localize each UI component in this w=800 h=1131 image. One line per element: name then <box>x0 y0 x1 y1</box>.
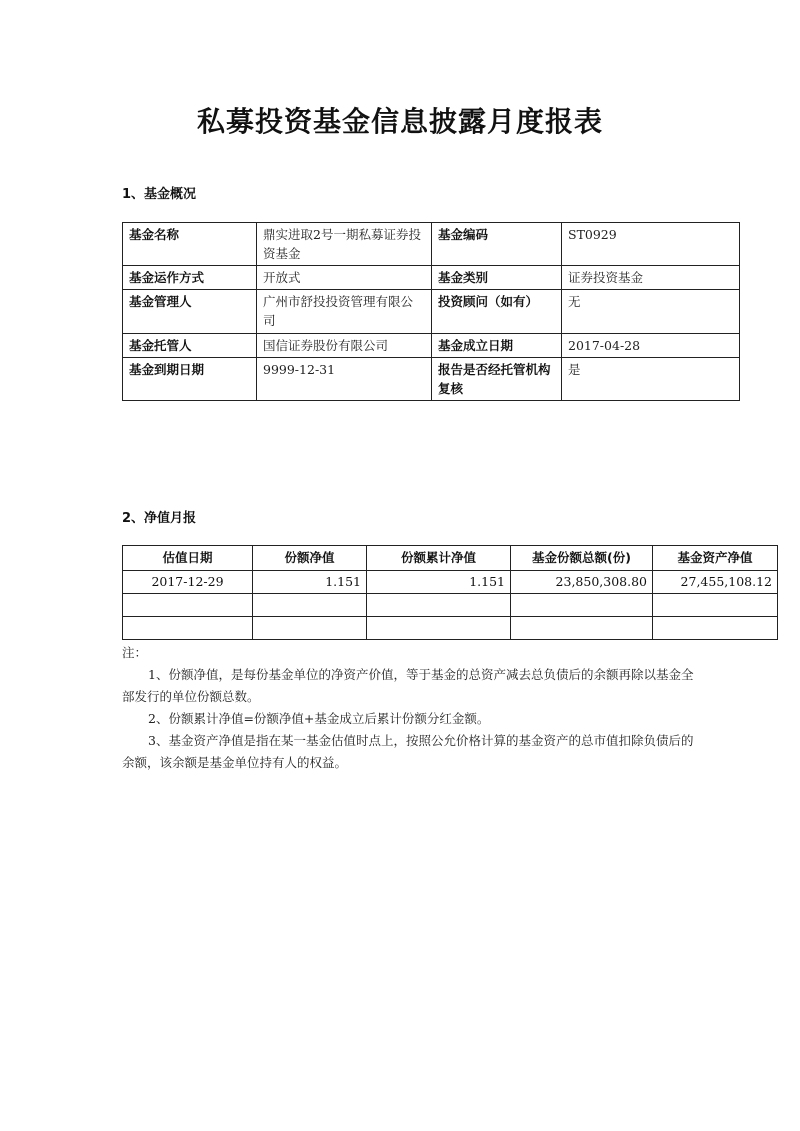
note-item: 2、份额累计净值=份额净值+基金成立后累计份额分红金额。 <box>148 711 490 726</box>
value-expiry-date: 9999-12-31 <box>257 358 432 401</box>
cell-valuation-date <box>123 594 253 617</box>
table-row <box>123 571 778 594</box>
value-establish-date: 2017-04-28 <box>562 334 740 358</box>
value-custodian: 国信证券股份有限公司 <box>257 334 432 358</box>
table-row <box>123 358 740 401</box>
cell-unit-nav <box>253 617 367 640</box>
table-row <box>123 617 778 640</box>
note-item: 1、份额净值，是每份基金单位的净资产价值，等于基金的总资产减去总负债后的余额再除以基金全部发行的单位份额总数。 <box>122 667 694 704</box>
fund-overview-table <box>122 222 740 401</box>
label-custodian: 基金托管人 <box>123 334 257 358</box>
cell-total-units <box>511 594 653 617</box>
value-fund-code: ST0929 <box>562 223 740 266</box>
label-fund-name: 基金名称 <box>123 223 257 266</box>
label-custodian-review: 报告是否经托管机构复核 <box>432 358 562 401</box>
column-header-cumulative-nav: 份额累计净值 <box>367 546 511 571</box>
label-investment-advisor: 投资顾问（如有） <box>432 290 562 334</box>
cell-cumulative-nav <box>367 617 511 640</box>
value-fund-category: 证券投资基金 <box>562 266 740 290</box>
cell-total-units <box>511 617 653 640</box>
value-fund-name: 鼎实进取2号一期私募证券投资基金 <box>257 223 432 266</box>
label-operation-mode: 基金运作方式 <box>123 266 257 290</box>
value-operation-mode: 开放式 <box>257 266 432 290</box>
label-fund-code: 基金编码 <box>432 223 562 266</box>
column-header-net-assets: 基金资产净值 <box>653 546 778 571</box>
label-establish-date: 基金成立日期 <box>432 334 562 358</box>
table-row <box>123 223 740 266</box>
notes-label: 注： <box>122 645 148 660</box>
column-header-total-units: 基金份额总额(份) <box>511 546 653 571</box>
section-heading-nav-report: 2、净值月报 <box>122 511 197 526</box>
notes-block <box>122 642 702 774</box>
cell-unit-nav <box>253 594 367 617</box>
label-fund-manager: 基金管理人 <box>123 290 257 334</box>
cell-total-units: 23,850,308.80 <box>511 571 653 594</box>
table-row <box>123 266 740 290</box>
note-item: 3、基金资产净值是指在某一基金估值时点上，按照公允价格计算的基金资产的总市值扣除负债后的余额，该余额是基金单位持有人的权益。 <box>122 733 694 770</box>
nav-report-table <box>122 545 778 640</box>
label-fund-category: 基金类别 <box>432 266 562 290</box>
column-header-valuation-date: 估值日期 <box>123 546 253 571</box>
cell-valuation-date: 2017-12-29 <box>123 571 253 594</box>
cell-net-assets <box>653 594 778 617</box>
column-header-unit-nav: 份额净值 <box>253 546 367 571</box>
value-fund-manager: 广州市舒投投资管理有限公司 <box>257 290 432 334</box>
value-custodian-review: 是 <box>562 358 740 401</box>
table-header-row <box>123 546 778 571</box>
cell-net-assets <box>653 617 778 640</box>
page-title: 私募投资基金信息披露月度报表 <box>196 105 603 138</box>
cell-unit-nav: 1.151 <box>253 571 367 594</box>
cell-cumulative-nav: 1.151 <box>367 571 511 594</box>
cell-cumulative-nav <box>367 594 511 617</box>
label-expiry-date: 基金到期日期 <box>123 358 257 401</box>
cell-net-assets: 27,455,108.12 <box>653 571 778 594</box>
table-row <box>123 334 740 358</box>
value-investment-advisor: 无 <box>562 290 740 334</box>
table-row <box>123 290 740 334</box>
section-heading-overview: 1、基金概况 <box>122 187 197 202</box>
table-row <box>123 594 778 617</box>
cell-valuation-date <box>123 617 253 640</box>
